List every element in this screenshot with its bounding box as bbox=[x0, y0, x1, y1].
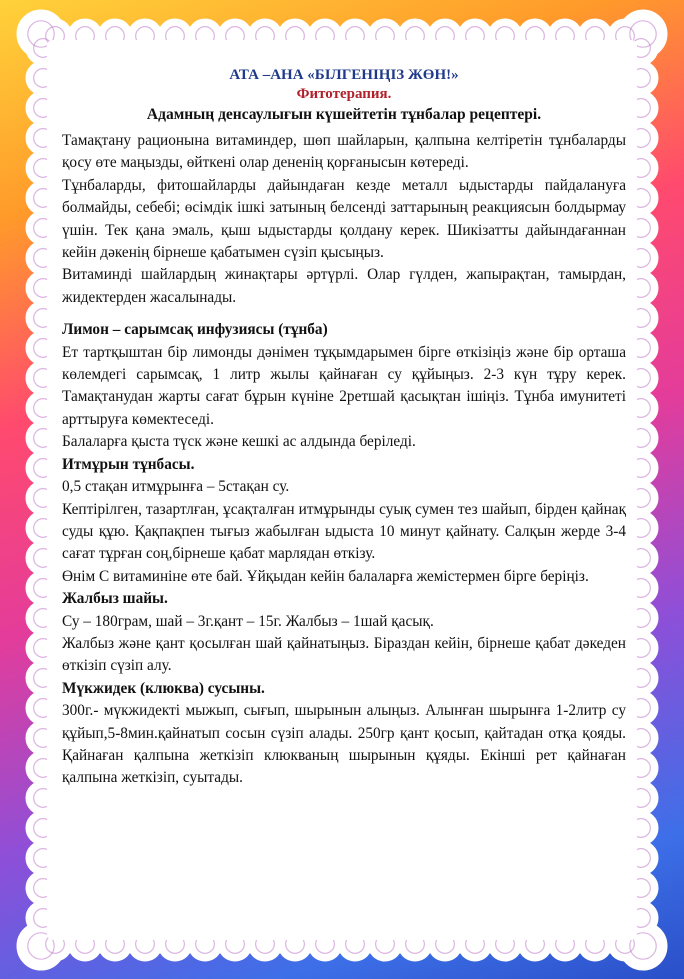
recipe-title-mint-tea: Жалбыз шайы. bbox=[62, 590, 168, 608]
recipe-paragraph: Ет тартқыштан бір лимонды дәнімен тұқымдарымен бірге өткізіңіз және бір орташа көлемдегі сарымсақ, 1 литр жылы қайнаған су құйыңыз. 2-3 күн тұру керек. Тамақтанудан жарты сағат бұрын күніне 2ретшай қасықтан ішіңіз. Тұнба имунитеті арттыруға көмектеседі. bbox=[62, 343, 626, 428]
recipe-paragraph: Жалбыз және қант қосылған шай қайнатыңыз. Біраздан кейін, бірнеше қабат дәкеден өткізіп сүзіп алу. bbox=[62, 634, 626, 675]
recipe-paragraph: 0,5 стақан итмұрынға – 5стақан су. bbox=[62, 478, 290, 496]
intro-paragraph: Тұнбаларды, фитошайларды дайындаған кезде металл ыдыстарды пайдалануға болмайды, себебі; өсімдік ішкі затының белсенді заттарының реакциясын болдырмау үшін. Тек қана эмаль, қыш ыдыстарды қолдану керек. Шикізатты дайындағаннан кейін дәкенің бірнеше қабатымен сүзіп қысыңыз. bbox=[62, 176, 626, 262]
page-title: АТА –АНА «БІЛГЕНІҢІЗ ЖӨН!» bbox=[229, 67, 459, 83]
recipe-paragraph: Өнім С витаминіне өте бай. Ұйқыдан кейін балаларға жемістермен бірге беріңіз. bbox=[62, 567, 589, 585]
recipe-title-rosehip: Итмұрын тұнбасы. bbox=[62, 455, 195, 473]
recipe-paragraph: Су – 180грам, шай – 3г.қант – 15г. Жалбыз – 1шай қасық. bbox=[62, 612, 434, 630]
page-subtitle: Фитотерапия. bbox=[296, 86, 392, 102]
recipe-title-lemon-garlic: Лимон – сарымсақ инфузиясы (тұнба) bbox=[62, 321, 328, 339]
recipe-paragraph: Балаларға қыста түск және кешкі ас алдында беріледі. bbox=[62, 433, 416, 451]
intro-paragraph: Тамақтану рационына витаминдер, шөп шайларын, қалпына келтіретін тұнбаларды қосу өте маңызды, өйткені олар дененің қорғанысын көтереді. bbox=[62, 132, 626, 172]
document-content bbox=[62, 66, 626, 790]
section-heading: Адамның денсаулығын күшейтетін тұнбалар рецептері. bbox=[146, 106, 542, 123]
recipe-paragraph: Кептірілген, тазартлған, ұсақталған итмұрынды суық сумен тез шайып, бірден қайнақ суды құю. Қақпақпен тығыз жабылған ыдыста 10 минут қайнату. Салқын жерде 3-4 сағат тұрған соң,бірнеше қабат марлядан өткізу. bbox=[62, 500, 626, 563]
recipe-title-cranberry-drink: Мүкжидек (клюква) сусыны. bbox=[62, 679, 265, 697]
recipe-paragraph: 300г.- мүкжидекті мыжып, сығып, шырынын алыңыз. Алынған шырынға 1-2литр су құйып,5-8мин.қайнатып сосын сүзіп алады. 250гр қант қосып, қайтадан отқа қояды. Қайнаған қалпына жеткізіп клюкваның шырынын құяды. Екінші рет қайнаған қалпына жеткізіп, суытады. bbox=[62, 702, 626, 787]
intro-paragraph: Витаминді шайлардың жинақтары әртүрлі. Олар гүлден, жапырақтан, тамырдан, жидектерден жасалынады. bbox=[62, 266, 626, 306]
